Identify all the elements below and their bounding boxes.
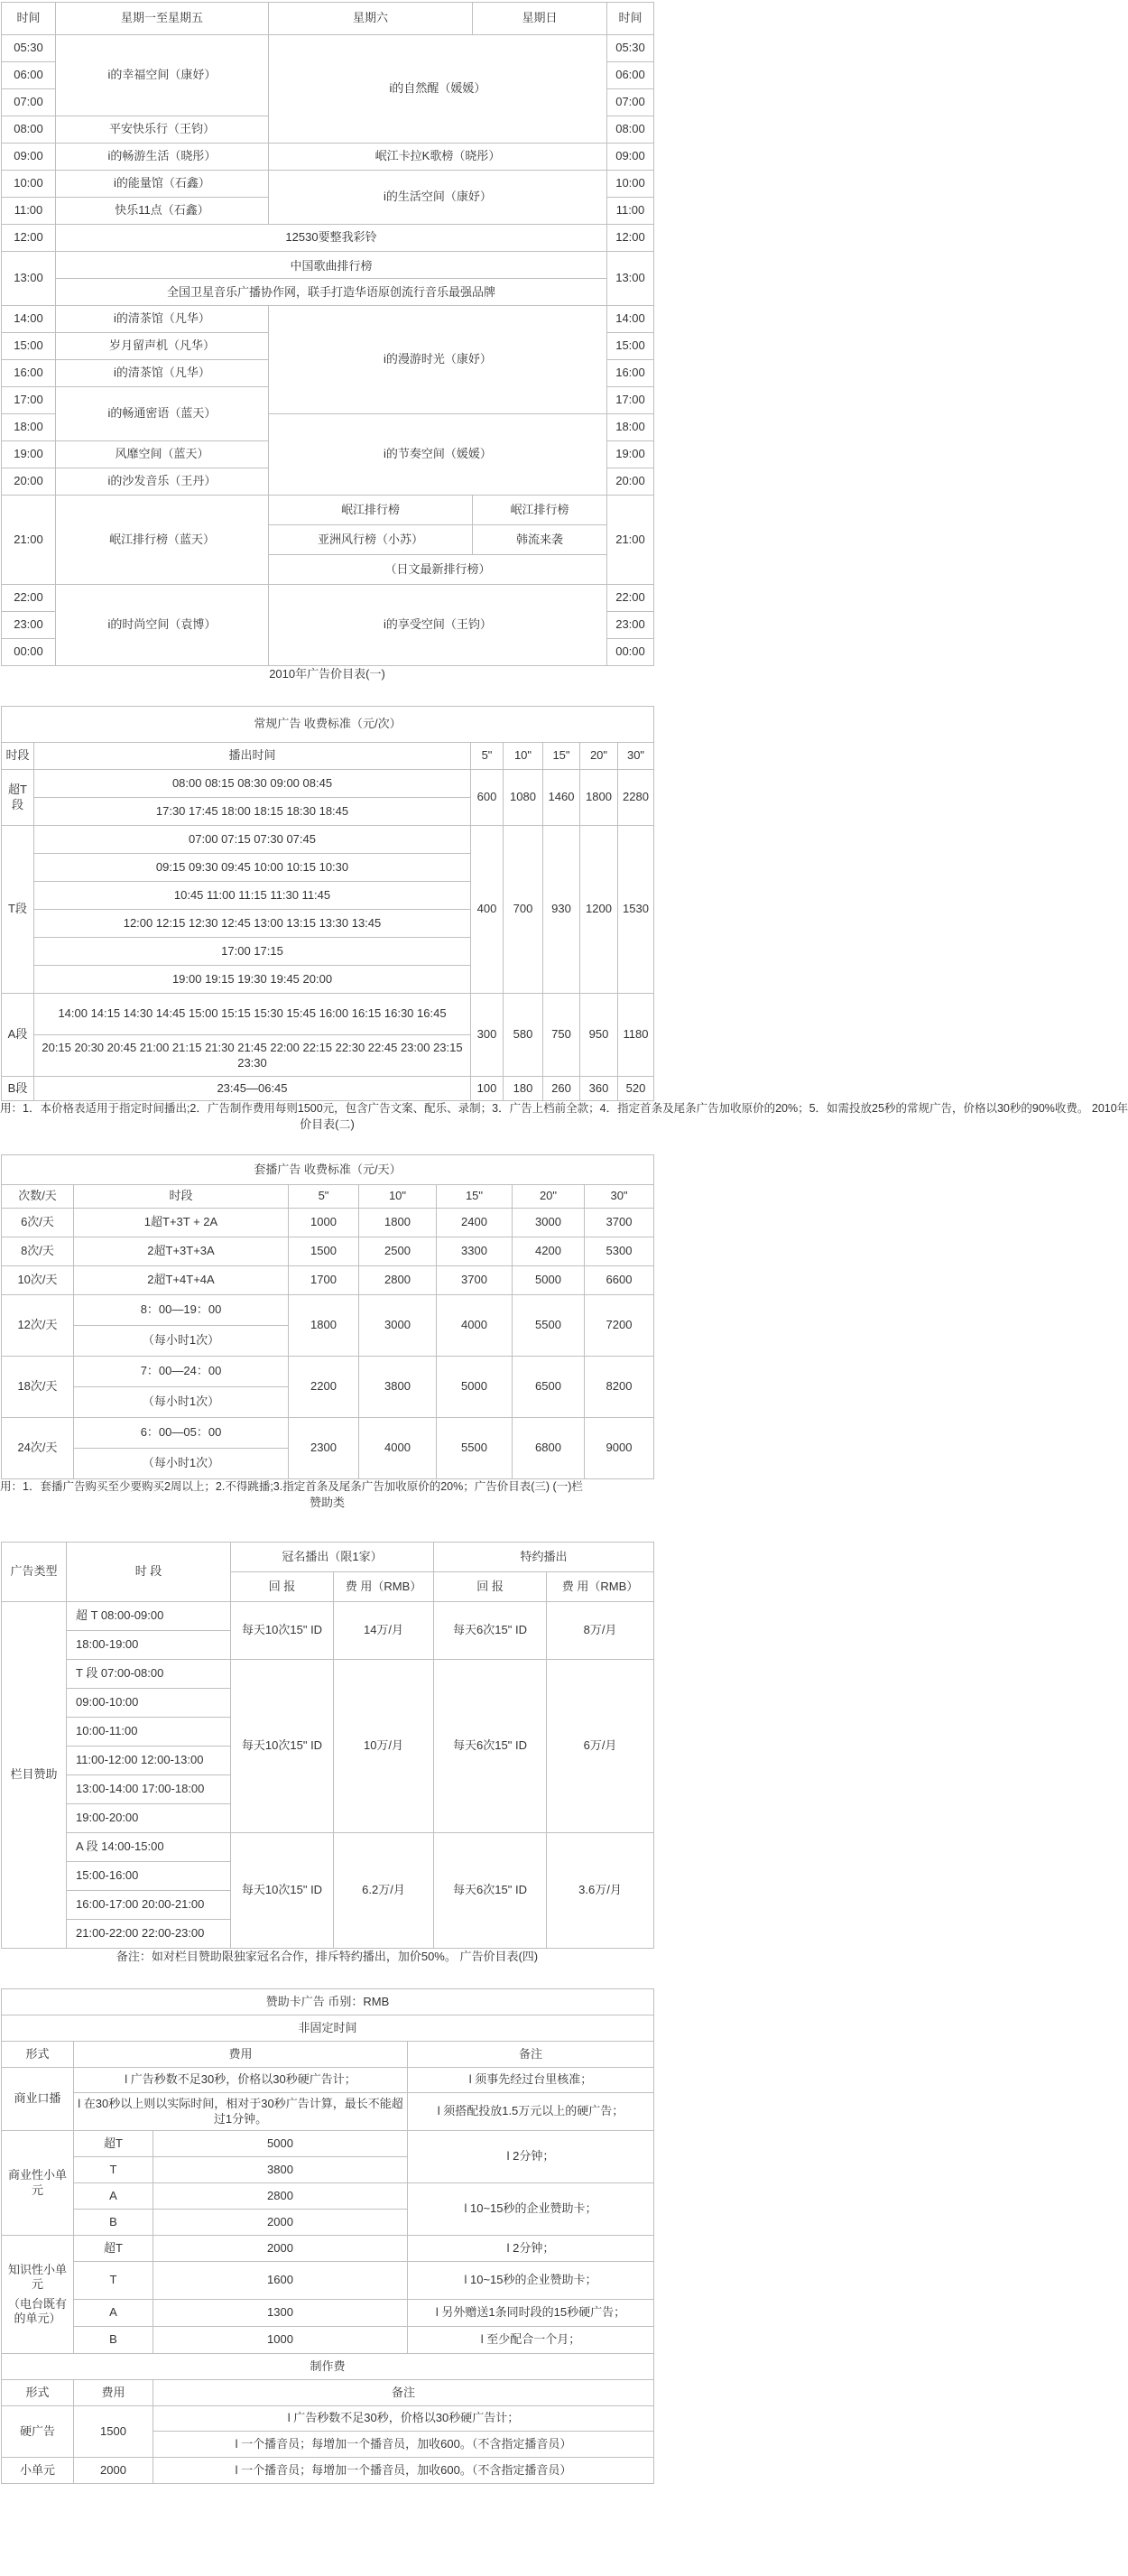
table-note: 用：1．套播广告购买至少要购买2周以上；2.不得跳播;3.指定首条及尾条广告加收原价的20%；广告价目表(三) (一)栏 <box>0 1480 583 1493</box>
broadcast-times: 09:15 09:30 09:45 10:00 10:15 10:30 <box>34 854 471 882</box>
slot-cell: 2超T+4T+4A <box>74 1266 289 1295</box>
table-note: 备注：如对栏目赞助限独家冠名合作，排斥特约播出，加价50%。 广告价目表(四) <box>116 1950 539 1963</box>
table-title: 套播广告 收费标准（元/天） <box>2 1155 654 1185</box>
slot-label: B段 <box>2 1077 34 1101</box>
slot-cell: 11:00-12:00 12:00-13:00 <box>67 1747 231 1775</box>
program-cell: i的清茶馆（凡华） <box>56 306 269 333</box>
col-subheader: 费 用（RMB） <box>547 1572 654 1602</box>
price-cell: 9000 <box>585 1418 654 1479</box>
program-line: 全国卫星音乐广播协作网，联手打造华语原创流行音乐最强品牌 <box>166 284 495 299</box>
broadcast-times: 08:00 08:15 08:30 09:00 08:45 <box>34 770 471 798</box>
program-cell: i的节奏空间（媛媛） <box>269 414 607 496</box>
price-cell: 400 <box>471 826 504 994</box>
time-cell: 14:00 <box>2 306 56 333</box>
price-cell: 1530 <box>618 826 654 994</box>
time-cell: 07:00 <box>2 89 56 116</box>
price-cell: 950 <box>580 994 618 1077</box>
price-cell: 1000 <box>289 1209 359 1237</box>
time-cell: 17:00 <box>2 387 56 414</box>
price-cell: 1800 <box>289 1295 359 1357</box>
grade-cell: A <box>74 2183 153 2210</box>
time-cell: 06:00 <box>2 62 56 89</box>
slot-cell: T 段 07:00-08:00 <box>67 1660 231 1689</box>
broadcast-times: 20:15 20:30 20:45 21:00 21:15 21:30 21:45 22:00 22:15 22:30 22:45 23:00 23:15 23:30 <box>34 1035 471 1077</box>
time-cell: 22:00 <box>607 585 654 612</box>
price-cell: 8200 <box>585 1357 654 1418</box>
price-cell: 4000 <box>359 1418 437 1479</box>
program-cell: i的时尚空间（袁博） <box>56 585 269 666</box>
program-cell: i的自然醒（媛媛） <box>269 35 607 144</box>
program-cell: i的享受空间（王钧） <box>269 585 607 666</box>
program-line: 中国歌曲排行榜 <box>56 253 606 279</box>
header-time: 时间 <box>2 3 56 35</box>
program-cell: i的能量馆（石鑫） <box>56 171 269 198</box>
program-cell: i的生活空间（康妤） <box>269 171 607 225</box>
col-header: 时段 <box>2 743 34 770</box>
remark-cell: l 须事先经过台里核准； <box>408 2068 654 2093</box>
broadcast-times: 07:00 07:15 07:30 07:45 <box>34 826 471 854</box>
form-cell: 硬广告 <box>2 2406 74 2458</box>
time-cell: 21:00 <box>607 496 654 585</box>
fee-cell: 6.2万/月 <box>334 1833 434 1949</box>
col-header: 时段 <box>74 1185 289 1209</box>
count-cell: 12次/天 <box>2 1295 74 1357</box>
price-cell: 1080 <box>504 770 543 826</box>
broadcast-times: 14:00 14:15 14:30 14:45 15:00 15:15 15:30 15:45 16:00 16:15 16:30 16:45 <box>34 994 471 1035</box>
slot-cell: （每小时1次） <box>74 1449 289 1479</box>
price-cell: 6800 <box>513 1418 585 1479</box>
fee-cell: 2000 <box>153 2236 408 2262</box>
grade-cell: B <box>74 2210 153 2236</box>
return-cell: 每天10次15" ID <box>231 1602 334 1660</box>
program-cell: 岁月留声机（凡华） <box>56 333 269 360</box>
remark-cell: l 2分钟； <box>408 2131 654 2183</box>
time-cell: 19:00 <box>2 441 56 468</box>
price-cell: 3700 <box>437 1266 513 1295</box>
slot-cell: 2超T+3T+3A <box>74 1237 289 1266</box>
fee-cell: 3.6万/月 <box>547 1833 654 1949</box>
time-cell: 10:00 <box>2 171 56 198</box>
slot-cell: 21:00-22:00 22:00-23:00 <box>67 1920 231 1949</box>
form-label: 知识性小单元 <box>7 2262 67 2291</box>
price-cell: 5000 <box>437 1357 513 1418</box>
grade-cell: A <box>74 2300 153 2327</box>
price-cell: 3000 <box>513 1209 585 1237</box>
form-cell <box>2 2236 74 2354</box>
program-cell: 岷江排行榜 <box>269 496 473 525</box>
fee-cell: 1000 <box>153 2327 408 2354</box>
col-header: 10" <box>504 743 543 770</box>
time-cell: 11:00 <box>2 198 56 225</box>
time-cell: 09:00 <box>607 144 654 171</box>
col-header: 次数/天 <box>2 1185 74 1209</box>
form-label-note: （电台既有的单元） <box>7 2297 67 2326</box>
col-subheader: 回 报 <box>434 1572 547 1602</box>
time-cell: 06:00 <box>607 62 654 89</box>
fee-cell: 3800 <box>153 2157 408 2183</box>
header-time-right: 时间 <box>607 3 654 35</box>
broadcast-times: 17:00 17:15 <box>34 938 471 966</box>
slot-cell: （每小时1次） <box>74 1326 289 1357</box>
col-header: 5" <box>289 1185 359 1209</box>
price-cell: 300 <box>471 994 504 1077</box>
slot-cell: 8：00—19：00 <box>74 1295 289 1326</box>
time-cell: 15:00 <box>2 333 56 360</box>
program-cell: 亚洲风行榜（小苏） <box>269 525 473 555</box>
col-header: 形式 <box>2 2042 74 2068</box>
program-cell: i的漫游时光（康妤） <box>269 306 607 414</box>
time-cell: 11:00 <box>607 198 654 225</box>
remark-cell: l 至少配合一个月； <box>408 2327 654 2354</box>
fee-cell: 2800 <box>153 2183 408 2210</box>
broadcast-times: 23:45—06:45 <box>34 1077 471 1101</box>
slot-cell: 16:00-17:00 20:00-21:00 <box>67 1891 231 1920</box>
fee-cell: 5000 <box>153 2131 408 2157</box>
form-cell: 小单元 <box>2 2458 74 2484</box>
remark-cell: l 广告秒数不足30秒，价格以30秒硬广告计； <box>153 2406 654 2432</box>
fee-cell: l 在30秒以上则以实际时间，相对于30秒广告计算，最长不能超过1分钟。 <box>74 2093 408 2131</box>
time-cell: 19:00 <box>607 441 654 468</box>
col-header: 播出时间 <box>34 743 471 770</box>
time-cell: 16:00 <box>607 360 654 387</box>
program-cell: 平安快乐行（王钧） <box>56 116 269 144</box>
program-cell <box>56 252 607 306</box>
price-cell: 3300 <box>437 1237 513 1266</box>
table-title: 常规广告 收费标准（元/次） <box>2 707 654 743</box>
time-cell: 05:30 <box>2 35 56 62</box>
price-cell: 260 <box>543 1077 580 1101</box>
slot-cell: 7：00—24：00 <box>74 1357 289 1387</box>
form-cell: 商业性小单元 <box>2 2131 74 2236</box>
table-caption: 赞助类 <box>309 1496 345 1509</box>
program-cell: 岷江排行榜 <box>473 496 607 525</box>
price-cell: 6500 <box>513 1357 585 1418</box>
fee-cell: 2000 <box>153 2210 408 2236</box>
program-cell: 快乐11点（石鑫） <box>56 198 269 225</box>
grade-cell: B <box>74 2327 153 2354</box>
remark-cell: l 10~15秒的企业赞助卡； <box>408 2183 654 2236</box>
time-cell: 15:00 <box>607 333 654 360</box>
return-cell: 每天6次15" ID <box>434 1833 547 1949</box>
grade-cell: T <box>74 2157 153 2183</box>
remark-cell: l 一个播音员；每增加一个播音员，加收600。（不含指定播音员） <box>153 2432 654 2458</box>
time-cell: 05:30 <box>607 35 654 62</box>
col-header: 30" <box>585 1185 654 1209</box>
price-cell: 1460 <box>543 770 580 826</box>
slot-cell: 1超T+3T + 2A <box>74 1209 289 1237</box>
fee-cell: 8万/月 <box>547 1602 654 1660</box>
price-cell: 2500 <box>359 1237 437 1266</box>
slot-cell: 10:00-11:00 <box>67 1718 231 1747</box>
count-cell: 18次/天 <box>2 1357 74 1418</box>
price-cell: 180 <box>504 1077 543 1101</box>
time-cell: 12:00 <box>2 225 56 252</box>
slot-cell: 18:00-19:00 <box>67 1631 231 1660</box>
program-cell: i的清茶馆（凡华） <box>56 360 269 387</box>
price-cell: 4000 <box>437 1295 513 1357</box>
fee-cell: 2000 <box>74 2458 153 2484</box>
price-cell: 2200 <box>289 1357 359 1418</box>
slot-cell: 19:00-20:00 <box>67 1804 231 1833</box>
table-note: 用：1．本价格表适用于指定时间播出;2．广告制作费用每则1500元，包含广告文案、配乐、录制；3．广告上档前全款；4．指定首条及尾条广告加收原价的20%；5．如需投放25秒的常规广告，价格以30秒的90%收费。 2010年 <box>0 1102 1128 1115</box>
time-cell: 14:00 <box>607 306 654 333</box>
count-cell: 24次/天 <box>2 1418 74 1479</box>
remark-cell: l 2分钟； <box>408 2236 654 2262</box>
price-cell: 7200 <box>585 1295 654 1357</box>
slot-cell: 09:00-10:00 <box>67 1689 231 1718</box>
slot-cell: A 段 14:00-15:00 <box>67 1833 231 1862</box>
time-cell: 21:00 <box>2 496 56 585</box>
time-cell: 18:00 <box>607 414 654 441</box>
price-cell: 600 <box>471 770 504 826</box>
grade-cell: 超T <box>74 2236 153 2262</box>
sponsorship-table <box>1 1542 654 1949</box>
fee-cell: 1600 <box>153 2262 408 2300</box>
time-cell: 08:00 <box>2 116 56 144</box>
price-cell: 3800 <box>359 1357 437 1418</box>
table-caption: 价目表(二) <box>300 1117 355 1131</box>
price-cell: 700 <box>504 826 543 994</box>
program-cell: 风靡空间（蓝天） <box>56 441 269 468</box>
schedule-table <box>1 2 654 666</box>
header-sunday: 星期日 <box>473 3 607 35</box>
table-title: 赞助卡广告 币别：RMB <box>2 1989 654 2015</box>
time-cell: 12:00 <box>607 225 654 252</box>
price-cell: 360 <box>580 1077 618 1101</box>
ad-type-cell: 栏目赞助 <box>2 1602 67 1949</box>
remark-cell: l 10~15秒的企业赞助卡； <box>408 2262 654 2300</box>
remark-cell: l 另外赠送1条同时段的15秒硬广告； <box>408 2300 654 2327</box>
return-cell: 每天6次15" ID <box>434 1660 547 1833</box>
slot-label: A段 <box>2 994 34 1077</box>
col-header: 费用 <box>74 2042 408 2068</box>
col-header: 冠名播出（限1家） <box>231 1543 434 1572</box>
price-cell: 580 <box>504 994 543 1077</box>
sponsor-card-table <box>1 1988 654 2484</box>
grade-cell: T <box>74 2262 153 2300</box>
time-cell: 13:00 <box>607 252 654 306</box>
time-cell: 22:00 <box>2 585 56 612</box>
fee-cell: 10万/月 <box>334 1660 434 1833</box>
time-cell: 20:00 <box>2 468 56 496</box>
slot-cell: 超 T 08:00-09:00 <box>67 1602 231 1631</box>
col-subheader: 费 用（RMB） <box>334 1572 434 1602</box>
price-cell: 1180 <box>618 994 654 1077</box>
time-cell: 00:00 <box>2 639 56 666</box>
price-cell: 1800 <box>580 770 618 826</box>
program-cell: 岷江排行榜（蓝天） <box>56 496 269 585</box>
time-cell: 16:00 <box>2 360 56 387</box>
form-cell: 商业口播 <box>2 2068 74 2131</box>
time-cell: 00:00 <box>607 639 654 666</box>
col-header: 5" <box>471 743 504 770</box>
col-header: 15" <box>543 743 580 770</box>
program-cell: （日文最新排行榜） <box>269 555 607 585</box>
program-cell: 岷江卡拉K歌榜（晓彤） <box>269 144 607 171</box>
return-cell: 每天6次15" ID <box>434 1602 547 1660</box>
price-cell: 100 <box>471 1077 504 1101</box>
price-cell: 5000 <box>513 1266 585 1295</box>
regular-ad-table <box>1 706 654 1101</box>
broadcast-times: 12:00 12:15 12:30 12:45 13:00 13:15 13:30 13:45 <box>34 910 471 938</box>
count-cell: 6次/天 <box>2 1209 74 1237</box>
grade-cell: 超T <box>74 2131 153 2157</box>
price-cell: 1700 <box>289 1266 359 1295</box>
fee-cell: 6万/月 <box>547 1660 654 1833</box>
fee-cell: 1300 <box>153 2300 408 2327</box>
price-cell: 930 <box>543 826 580 994</box>
section-title: 制作费 <box>2 2354 654 2380</box>
price-cell: 5500 <box>437 1418 513 1479</box>
col-header: 30" <box>618 743 654 770</box>
price-cell: 2300 <box>289 1418 359 1479</box>
header-weekday: 星期一至星期五 <box>56 3 269 35</box>
return-cell: 每天10次15" ID <box>231 1660 334 1833</box>
col-header: 形式 <box>2 2380 74 2406</box>
broadcast-times: 10:45 11:00 11:15 11:30 11:45 <box>34 882 471 910</box>
program-cell: i的畅游生活（晓彤） <box>56 144 269 171</box>
fee-cell: 14万/月 <box>334 1602 434 1660</box>
col-header: 广告类型 <box>2 1543 67 1602</box>
col-header: 时 段 <box>67 1543 231 1602</box>
col-header: 15" <box>437 1185 513 1209</box>
fee-cell: l 广告秒数不足30秒，价格以30秒硬广告计； <box>74 2068 408 2093</box>
table-caption: 2010年广告价目表(一) <box>269 667 385 681</box>
time-cell: 08:00 <box>607 116 654 144</box>
price-cell: 5300 <box>585 1237 654 1266</box>
time-cell: 07:00 <box>607 89 654 116</box>
col-header: 备注 <box>153 2380 654 2406</box>
time-cell: 20:00 <box>607 468 654 496</box>
program-cell: i的畅通密语（蓝天） <box>56 387 269 441</box>
price-cell: 1800 <box>359 1209 437 1237</box>
price-cell: 3000 <box>359 1295 437 1357</box>
slot-cell: 13:00-14:00 17:00-18:00 <box>67 1775 231 1804</box>
price-cell: 5500 <box>513 1295 585 1357</box>
time-cell: 17:00 <box>607 387 654 414</box>
count-cell: 10次/天 <box>2 1266 74 1295</box>
broadcast-times: 19:00 19:15 19:30 19:45 20:00 <box>34 966 471 994</box>
time-cell: 23:00 <box>607 612 654 639</box>
count-cell: 8次/天 <box>2 1237 74 1266</box>
price-cell: 750 <box>543 994 580 1077</box>
price-cell: 2400 <box>437 1209 513 1237</box>
price-cell: 520 <box>618 1077 654 1101</box>
program-cell: 韩流来袭 <box>473 525 607 555</box>
slot-cell: 6：00—05：00 <box>74 1418 289 1449</box>
col-header: 特约播出 <box>434 1543 654 1572</box>
col-header: 费用 <box>74 2380 153 2406</box>
col-header: 10" <box>359 1185 437 1209</box>
slot-cell: 15:00-16:00 <box>67 1862 231 1891</box>
col-header: 备注 <box>408 2042 654 2068</box>
price-cell: 4200 <box>513 1237 585 1266</box>
col-header: 20" <box>580 743 618 770</box>
remark-cell: l 须搭配投放1.5万元以上的硬广告； <box>408 2093 654 2131</box>
price-cell: 3700 <box>585 1209 654 1237</box>
time-cell: 13:00 <box>2 252 56 306</box>
section-title: 非固定时间 <box>2 2015 654 2042</box>
col-header: 20" <box>513 1185 585 1209</box>
time-cell: 09:00 <box>2 144 56 171</box>
broadcast-times: 17:30 17:45 18:00 18:15 18:30 18:45 <box>34 798 471 826</box>
slot-cell: （每小时1次） <box>74 1387 289 1418</box>
price-cell: 2280 <box>618 770 654 826</box>
time-cell: 10:00 <box>607 171 654 198</box>
price-cell: 1200 <box>580 826 618 994</box>
program-cell: i的沙发音乐（王丹） <box>56 468 269 496</box>
time-cell: 23:00 <box>2 612 56 639</box>
remark-cell: l 一个播音员；每增加一个播音员，加收600。（不含指定播音员） <box>153 2458 654 2484</box>
price-cell: 1500 <box>289 1237 359 1266</box>
program-cell: i的幸福空间（康妤） <box>56 35 269 116</box>
price-cell: 6600 <box>585 1266 654 1295</box>
slot-label: 超T段 <box>2 770 34 826</box>
return-cell: 每天10次15" ID <box>231 1833 334 1949</box>
slot-label: T段 <box>2 826 34 994</box>
header-saturday: 星期六 <box>269 3 473 35</box>
price-cell: 2800 <box>359 1266 437 1295</box>
program-cell: 12530要整我彩铃 <box>56 225 607 252</box>
time-cell: 18:00 <box>2 414 56 441</box>
col-subheader: 回 报 <box>231 1572 334 1602</box>
fee-cell: 1500 <box>74 2406 153 2458</box>
package-ad-table <box>1 1154 654 1479</box>
